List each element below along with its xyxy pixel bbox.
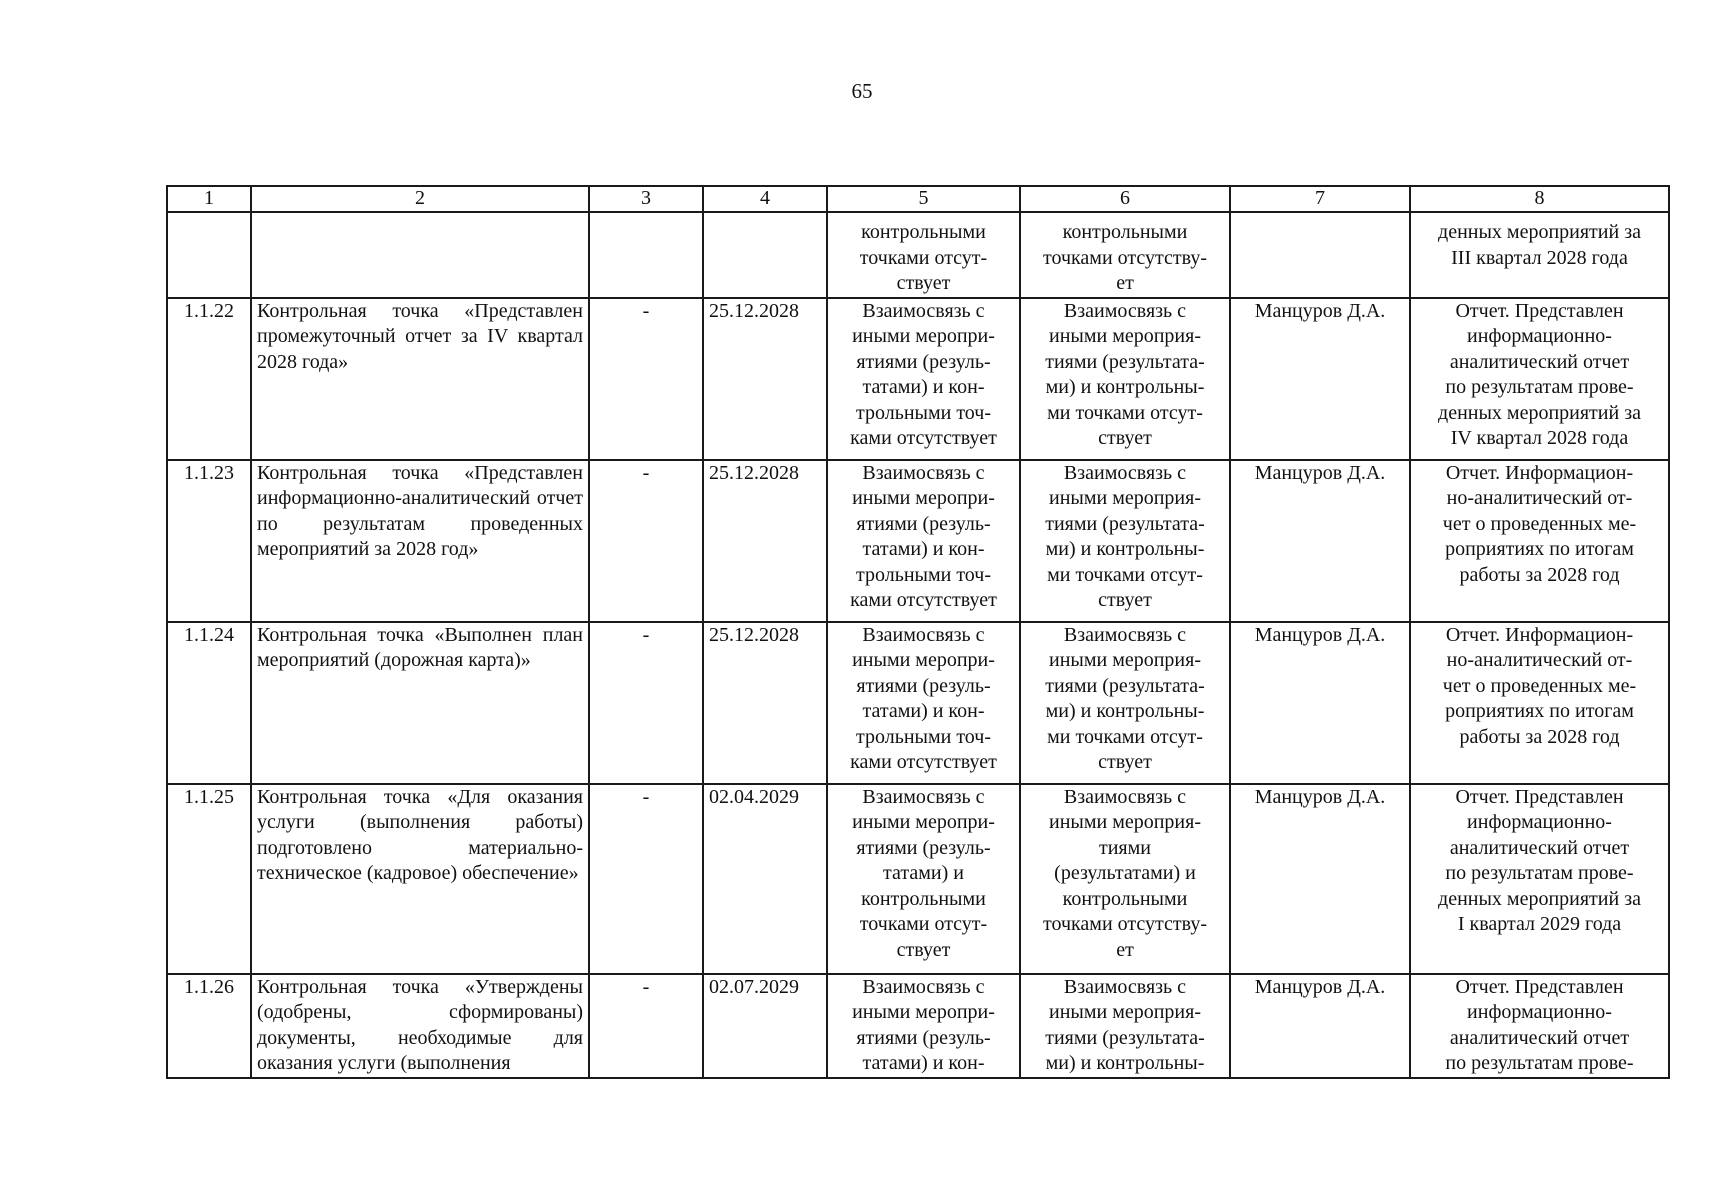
cell-col3 (589, 212, 703, 298)
cell-name: Контрольная точка «Утверждены (одобрены, сформированы) документы, необходимые для оказания услуги (выполнения (251, 974, 589, 1078)
cell-line: тиями (результата- (1045, 674, 1205, 697)
plan-table (166, 185, 1670, 1079)
cell-line: контрольными (1062, 887, 1188, 910)
cell-line: Взаимосвязь с (862, 623, 985, 646)
cell-line: точками отсут- (859, 913, 988, 935)
cell-line: иными меропри- (852, 325, 995, 347)
cell-line: Отчет. Представлен (1455, 975, 1624, 998)
cell-responsible: Манцуров Д.А. (1230, 298, 1410, 460)
cell-line: ми) и контрольны- (1045, 376, 1205, 398)
header-cell-2: 2 (251, 186, 589, 212)
cell-document (1410, 298, 1669, 460)
cell-col5 (827, 784, 1020, 974)
cell-line: ятиями (резуль- (856, 1026, 991, 1049)
cell-line: Взаимосвязь с (862, 461, 985, 484)
cell-line: но-аналитический от- (1446, 487, 1633, 509)
cell-line: иными мероприя- (1048, 1001, 1201, 1023)
cell-line: точками отсутству- (1042, 913, 1208, 935)
cell-line: работы за 2028 год (1459, 563, 1620, 586)
cell-line: ми точками отсут- (1047, 725, 1203, 748)
cell-line: Отчет. Представлен (1455, 785, 1624, 808)
cell-line: ми точками отсут- (1047, 401, 1203, 424)
cell-line: ятиями (резуль- (856, 836, 991, 859)
cell-line: ми точками отсут- (1047, 563, 1203, 586)
cell-line: информационно- (1467, 811, 1612, 833)
cell-line: ет (1116, 272, 1134, 294)
cell-col6 (1020, 212, 1230, 298)
cell-line: тиями (результата- (1045, 350, 1205, 373)
cell-col6 (1020, 784, 1230, 974)
cell-line: ет (1116, 938, 1134, 961)
cell-line: тиями (1098, 836, 1151, 859)
cell-line: ми) и контрольны- (1045, 538, 1205, 560)
cell-date: 25.12.2028 (703, 460, 827, 622)
cell-col6 (1020, 460, 1230, 622)
page-number: 65 (851, 79, 873, 103)
cell-line: контрольными (861, 221, 986, 243)
cell-line: тиями (результата- (1045, 512, 1205, 535)
cell-col5 (827, 212, 1020, 298)
cell-date: 25.12.2028 (703, 622, 827, 784)
cell-name: Контрольная точка «Выполнен план мероприятий (дорожная карта)» (251, 622, 589, 784)
cell-col5 (827, 974, 1020, 1078)
cell-col5 (827, 622, 1020, 784)
cell-col5 (827, 460, 1020, 622)
cell-line: аналитический отчет (1449, 350, 1630, 373)
cell-line: ми) и контрольны- (1045, 700, 1205, 722)
cell-line: ятиями (резуль- (856, 350, 991, 373)
cell-document (1410, 212, 1669, 298)
cell-line: татами) и кон- (862, 376, 985, 398)
cell-responsible: Манцуров Д.А. (1230, 622, 1410, 784)
table-row (167, 460, 1669, 622)
cell-line: ствует (896, 272, 951, 294)
table-row-continuation (167, 212, 1669, 298)
cell-line: Отчет. Представлен (1455, 299, 1624, 322)
cell-line: иными меропри- (852, 649, 995, 671)
cell-line: чет о проведенных ме- (1442, 674, 1637, 697)
cell-date: 02.04.2029 (703, 784, 827, 974)
cell-line: точками отсутству- (1042, 246, 1208, 269)
cell-responsible: Манцуров Д.А. (1230, 460, 1410, 622)
cell-line: ятиями (резуль- (856, 512, 991, 535)
cell-number: 1.1.23 (167, 460, 251, 622)
cell-line: ствует (1098, 751, 1152, 773)
cell-name (251, 212, 589, 298)
cell-line: ствует (896, 938, 951, 961)
cell-line: по результатам прове- (1445, 862, 1634, 884)
cell-line: Взаимосвязь с (1063, 461, 1187, 484)
cell-col3: - (589, 622, 703, 784)
table-row (167, 974, 1669, 1078)
cell-line: татами) и кон- (862, 538, 985, 560)
cell-line: ками отсутствует (850, 751, 997, 773)
cell-number: 1.1.22 (167, 298, 251, 460)
cell-responsible: Манцуров Д.А. (1230, 784, 1410, 974)
header-row (167, 186, 1669, 212)
cell-line: по результатам прове- (1445, 376, 1634, 398)
cell-document (1410, 974, 1669, 1078)
header-cell-4: 4 (703, 186, 827, 212)
cell-line: иными мероприя- (1048, 325, 1201, 347)
cell-line: контрольными (1062, 221, 1188, 243)
cell-line: ками отсутствует (850, 427, 997, 449)
cell-line: татами) и (883, 862, 964, 884)
cell-line: трольными точ- (856, 725, 991, 748)
header-cell-3: 3 (589, 186, 703, 212)
cell-line: точками отсут- (859, 246, 988, 269)
cell-name: Контрольная точка «Для оказания услуги (выполнения работы) подготовлено материально-техническое (кадровое) обеспечение» (251, 784, 589, 974)
cell-col3: - (589, 974, 703, 1078)
table-row (167, 784, 1669, 974)
cell-line: иными меропри- (852, 1001, 995, 1023)
cell-document (1410, 460, 1669, 622)
table-body (167, 212, 1669, 1078)
cell-line: тиями (результата- (1045, 1026, 1205, 1049)
cell-line: III квартал 2028 года (1451, 246, 1628, 269)
cell-col3: - (589, 298, 703, 460)
cell-line: информационно- (1467, 325, 1612, 347)
cell-number (167, 212, 251, 298)
cell-line: но-аналитический от- (1446, 649, 1633, 671)
cell-line: ятиями (резуль- (856, 674, 991, 697)
cell-number: 1.1.25 (167, 784, 251, 974)
cell-line: работы за 2028 год (1459, 725, 1620, 748)
cell-line: татами) и кон- (862, 700, 985, 722)
cell-line: роприятиях по итогам (1445, 538, 1634, 560)
table-row (167, 622, 1669, 784)
header-cell-7: 7 (1230, 186, 1410, 212)
cell-number: 1.1.26 (167, 974, 251, 1078)
cell-line: ствует (1098, 589, 1152, 611)
cell-line: иными мероприя- (1048, 487, 1201, 509)
cell-date: 02.07.2029 (703, 974, 827, 1078)
cell-line: по результатам прове- (1445, 1052, 1634, 1074)
cell-date (703, 212, 827, 298)
cell-line: контрольными (861, 887, 986, 910)
cell-line: иными меропри- (852, 811, 995, 833)
cell-document (1410, 784, 1669, 974)
cell-line: аналитический отчет (1449, 1026, 1630, 1049)
cell-line: Взаимосвязь с (862, 975, 985, 998)
cell-line: Взаимосвязь с (1063, 299, 1187, 322)
cell-line: иными мероприя- (1048, 811, 1201, 833)
cell-line: Отчет. Информацион- (1445, 623, 1634, 646)
cell-line: иными меропри- (852, 487, 995, 509)
cell-line: Взаимосвязь с (862, 299, 985, 322)
cell-line: Взаимосвязь с (1063, 975, 1187, 998)
cell-responsible: Манцуров Д.А. (1230, 974, 1410, 1078)
cell-line: информационно- (1467, 1001, 1612, 1023)
cell-name: Контрольная точка «Представлен информационно-аналитический отчет по результатам проведенных мероприятий за 2028 год» (251, 460, 589, 622)
cell-line: ствует (1098, 427, 1152, 449)
cell-line: чет о проведенных ме- (1442, 512, 1637, 535)
cell-line: денных мероприятий за (1438, 887, 1641, 910)
header-cell-1: 1 (167, 186, 251, 212)
cell-line: Взаимосвязь с (862, 785, 985, 808)
cell-date: 25.12.2028 (703, 298, 827, 460)
header-cell-5: 5 (827, 186, 1020, 212)
cell-line: ками отсутствует (850, 589, 997, 611)
cell-number: 1.1.24 (167, 622, 251, 784)
cell-responsible (1230, 212, 1410, 298)
cell-line: Взаимосвязь с (1063, 785, 1187, 808)
cell-line: роприятиях по итогам (1445, 700, 1634, 722)
header-cell-8: 8 (1410, 186, 1669, 212)
cell-line: (результатами) и (1054, 862, 1196, 884)
cell-line: Взаимосвязь с (1063, 623, 1187, 646)
cell-document (1410, 622, 1669, 784)
cell-col6 (1020, 622, 1230, 784)
cell-col6 (1020, 974, 1230, 1078)
cell-col6 (1020, 298, 1230, 460)
cell-line: IV квартал 2028 года (1450, 427, 1629, 449)
cell-col5 (827, 298, 1020, 460)
header-cell-6: 6 (1020, 186, 1230, 212)
cell-line: денных мероприятий за (1438, 221, 1641, 243)
cell-col3: - (589, 784, 703, 974)
cell-line: трольными точ- (856, 401, 991, 424)
cell-line: татами) и кон- (862, 1052, 985, 1074)
cell-line: трольными точ- (856, 563, 991, 586)
cell-line: I квартал 2029 года (1457, 913, 1622, 935)
cell-line: ми) и контрольны- (1045, 1052, 1205, 1074)
cell-line: аналитический отчет (1449, 836, 1630, 859)
cell-name: Контрольная точка «Представлен промежуточный отчет за IV квартал 2028 года» (251, 298, 589, 460)
cell-col3: - (589, 460, 703, 622)
table-row (167, 298, 1669, 460)
cell-line: Отчет. Информацион- (1445, 461, 1634, 484)
cell-line: денных мероприятий за (1438, 401, 1641, 424)
cell-line: иными мероприя- (1048, 649, 1201, 671)
